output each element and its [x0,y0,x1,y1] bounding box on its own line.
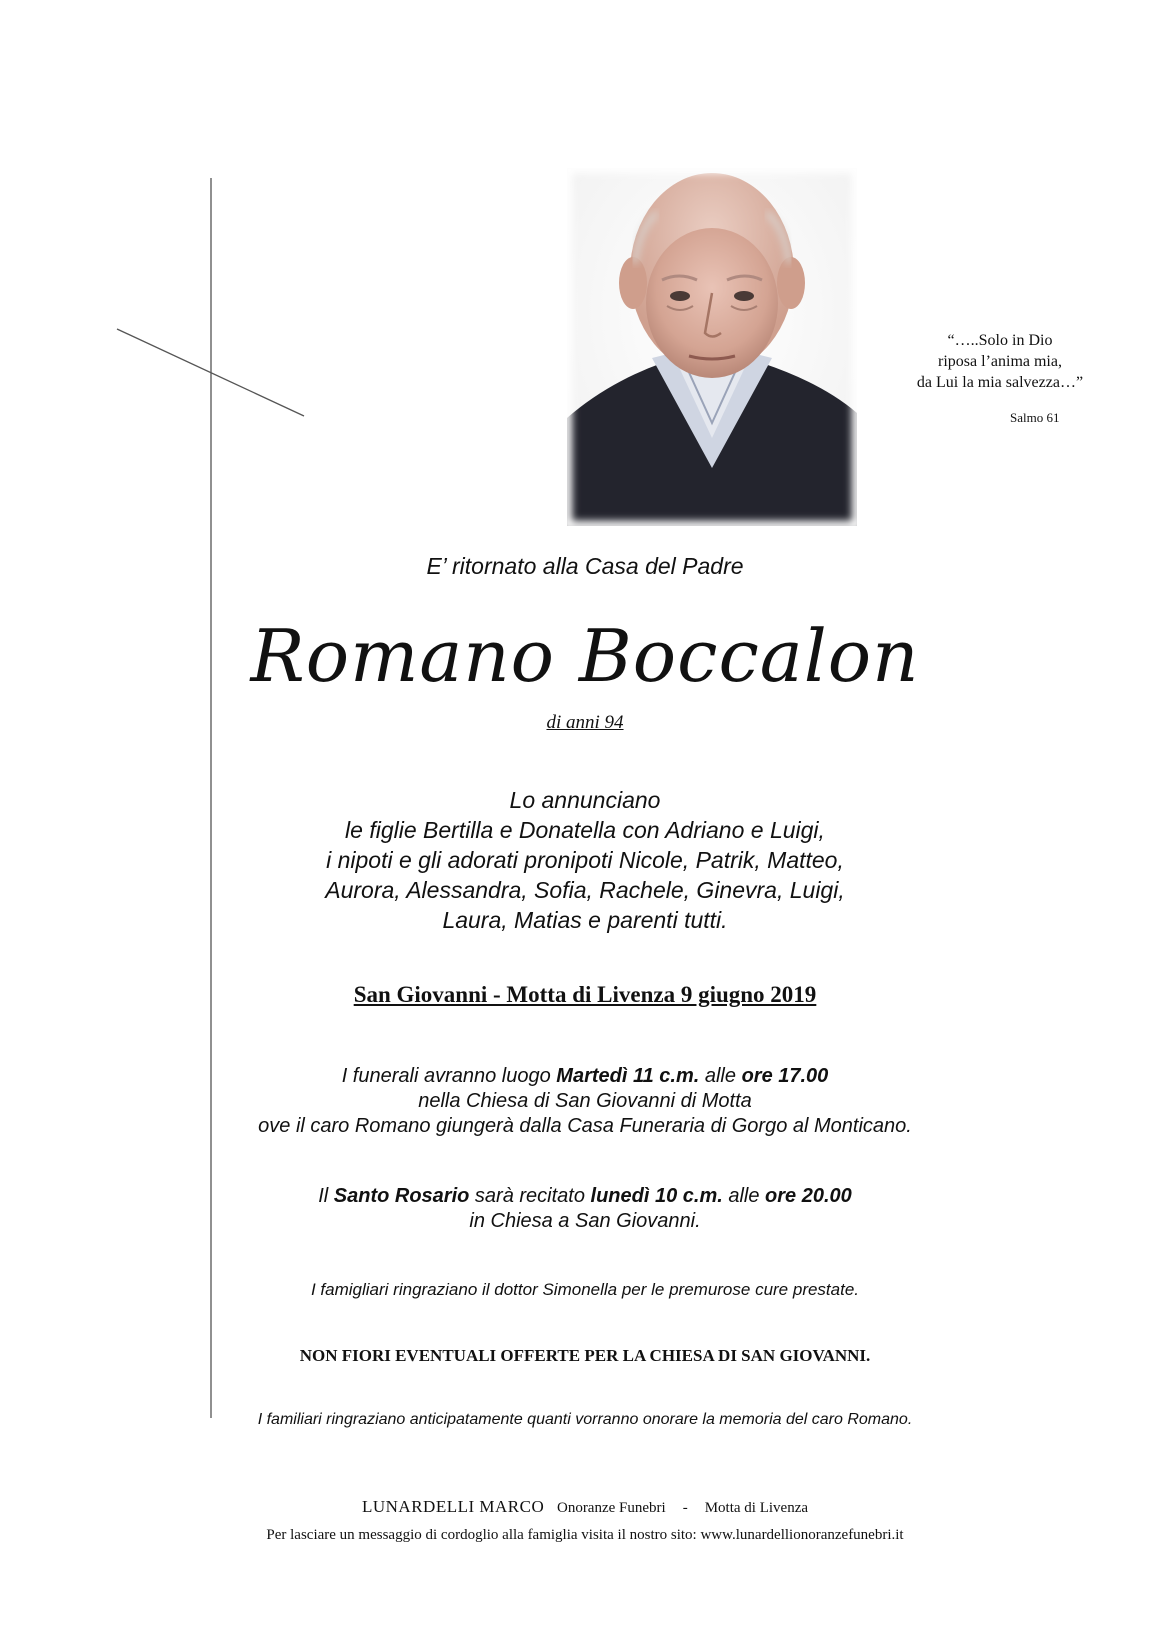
funeral-line [0,1064,1170,1089]
funeral-line: nella Chiesa di San Giovanni di Motta [418,1090,752,1112]
place-date: San Giovanni - Motta di Livenza 9 giugno 2019 [353,982,817,1007]
announcement-line: i nipoti e gli adorati pronipoti Nicole, Patrik, Matteo, [326,847,844,873]
deceased-age [0,712,1170,734]
rosary-time: ore 20.00 [765,1185,852,1207]
funeral-info [0,1064,1170,1139]
announcement [0,785,1170,935]
announcement-line: le figlie Bertilla e Donatella con Adriano e Luigi, [345,817,825,843]
rosary-day: lunedì 10 c.m. [590,1185,723,1207]
quote-source: Salmo 61 [1010,410,1060,425]
quote-line: riposa l’anima mia, [938,353,1062,370]
rosary-mid: alle [722,1185,766,1207]
footer-separator: - [682,1500,688,1516]
funeral-prefix: I funerali avranno luogo [341,1065,557,1087]
rosary-name: Santo Rosario [333,1185,470,1207]
funeral-day: Martedì 11 c.m. [556,1065,700,1087]
psalm-quote [880,330,1120,393]
thanks-doctor: I famigliari ringraziano il dottor Simonella per le premurose cure prestate. [310,1280,860,1299]
intro-line: E’ ritornato alla Casa del Padre [426,553,744,579]
funeral-mid: alle [699,1065,742,1087]
quote-line: “…..Solo in Dio [947,332,1053,349]
footer-town: Motta di Livenza [704,1500,809,1516]
funeral-time: ore 17.00 [741,1065,829,1087]
deceased-portrait-photo [567,168,857,526]
announcement-line: Laura, Matias e parenti tutti. [442,907,728,933]
footer-company [0,1497,1170,1517]
announcement-line: Lo annunciano [509,787,661,813]
rosary-line: in Chiesa a San Giovanni. [469,1210,701,1232]
footer-service: Onoranze Funebri [556,1500,666,1516]
rosary-info [0,1184,1170,1234]
rosary-mid: sarà recitato [469,1185,591,1207]
rosary-prefix: Il [318,1185,334,1207]
rosary-line [0,1184,1170,1209]
deceased-age-text: di anni 94 [546,712,624,733]
deceased-name: Romano Boccalon [250,614,920,698]
footer-company-name: LUNARDELLI MARCO [361,1497,545,1516]
quote-line: da Lui la mia salvezza…” [916,374,1084,391]
announcement-line: Aurora, Alessandra, Sofia, Rachele, Ginevra, Luigi, [325,877,845,903]
no-flowers-notice: NON FIORI EVENTUALI OFFERTE PER LA CHIESA DI SAN GIOVANNI. [299,1346,871,1365]
thanks-all: I familiari ringraziano anticipatamente quanti vorranno onorare la memoria del caro Romano. [257,1411,913,1428]
footer-message: Per lasciare un messaggio di cordoglio alla famiglia visita il nostro sito: www.lunardellionoranzefunebri.it [266,1527,904,1543]
funeral-line: ove il caro Romano giungerà dalla Casa Funeraria di Gorgo al Monticano. [258,1115,912,1137]
